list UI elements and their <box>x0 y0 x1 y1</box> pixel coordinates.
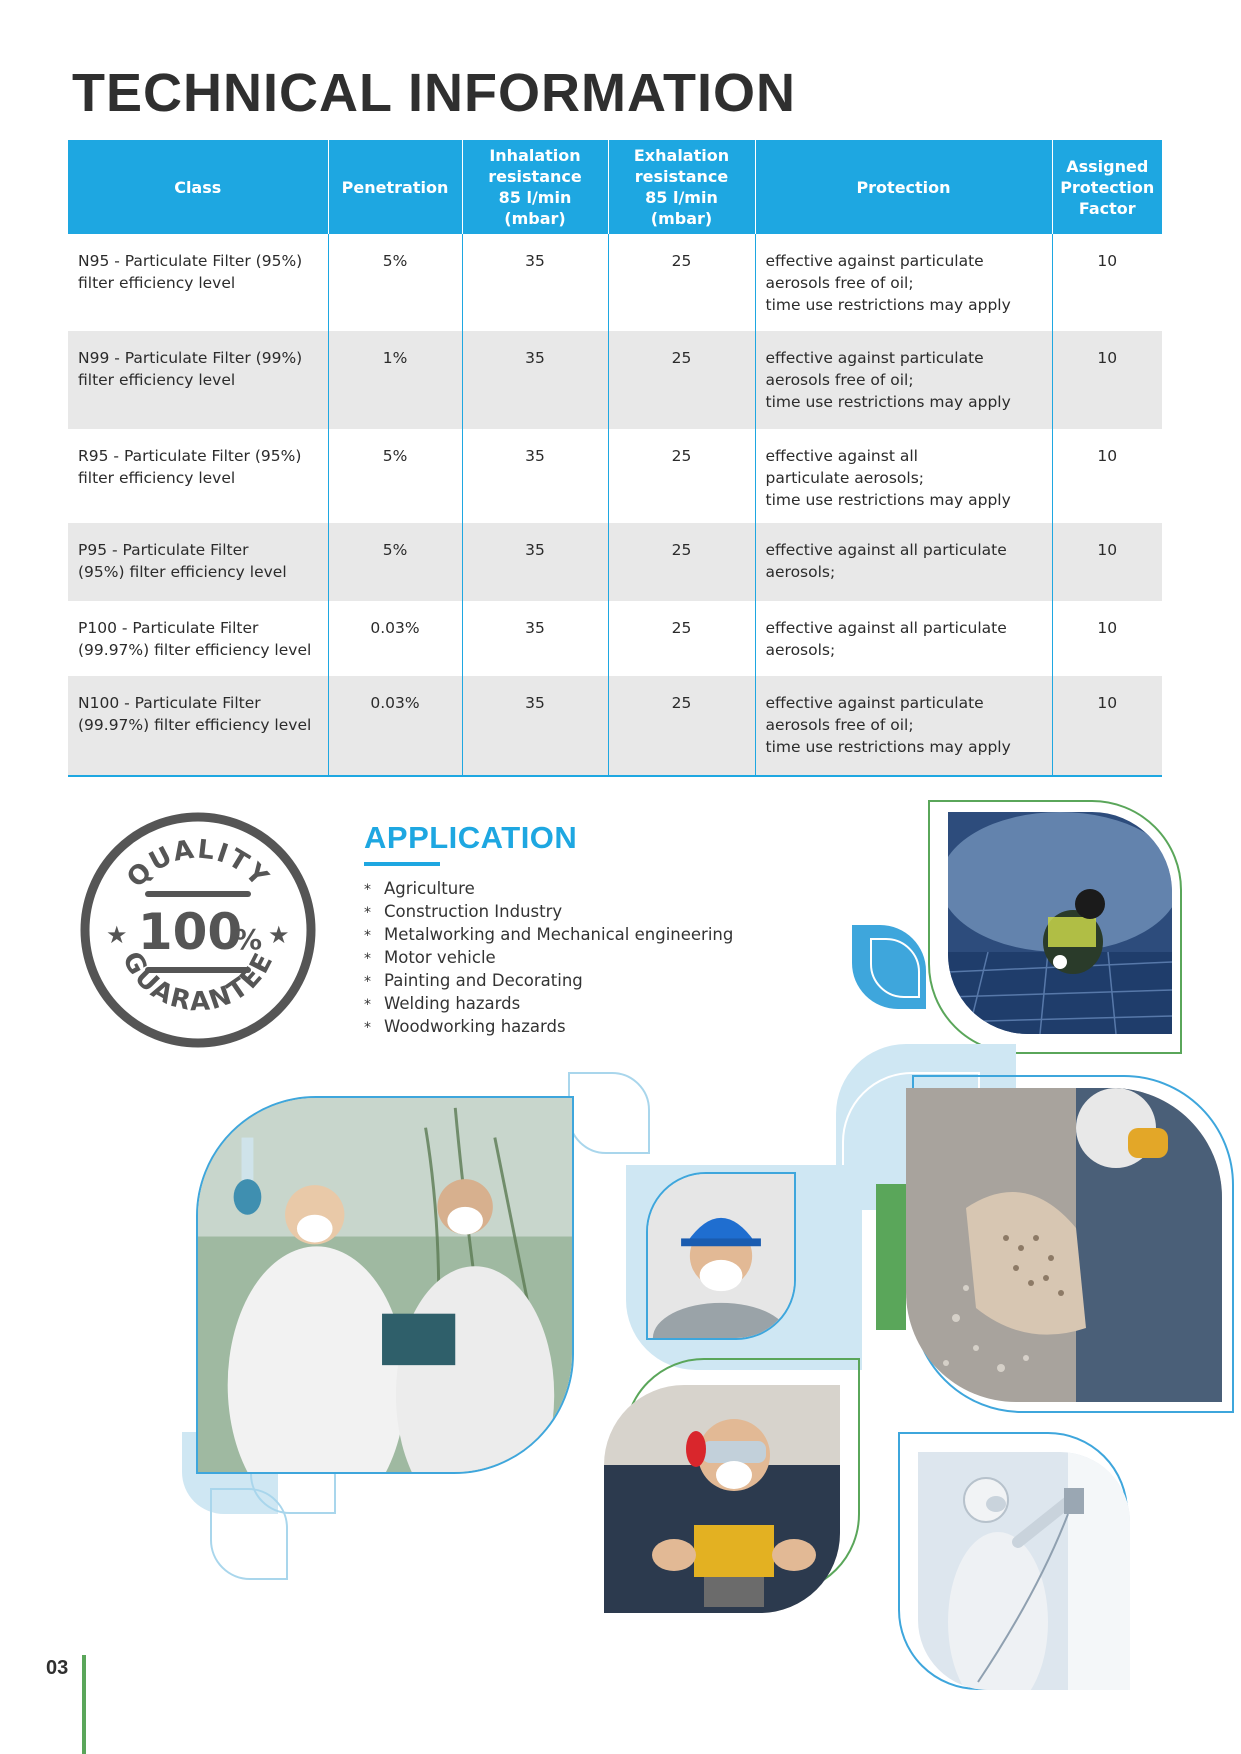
cell-penetration: 1% <box>328 331 462 429</box>
page-title: TECHNICAL INFORMATION <box>72 63 796 123</box>
cell-class: P95 - Particulate Filter (95%) filter efficiency level <box>68 523 328 601</box>
technical-info-table <box>68 140 1162 777</box>
table-row <box>68 523 1162 601</box>
cell-penetration: 5% <box>328 429 462 523</box>
list-item: * Metalworking and Mechanical engineering <box>364 924 733 947</box>
bullet-icon: * <box>364 951 371 967</box>
table-header-row <box>68 140 1162 234</box>
list-item: * Agriculture <box>364 878 733 901</box>
table-row <box>68 676 1162 776</box>
application-underline <box>364 862 440 866</box>
cell-exhalation: 25 <box>608 523 755 601</box>
seal-bottom-text: GUARANTEE <box>115 946 280 1018</box>
photo-hardhat-worker <box>646 1172 796 1340</box>
cell-inhalation: 35 <box>462 234 608 331</box>
cell-protection: effective against particulate aerosols free of oil; time use restrictions may apply <box>755 331 1052 429</box>
photo-welder <box>948 812 1172 1034</box>
cell-apf: 10 <box>1097 252 1118 270</box>
cell-exhalation: 25 <box>608 429 755 523</box>
cell-inhalation: 35 <box>462 331 608 429</box>
bullet-icon: * <box>364 882 371 898</box>
cell-protection: effective against particulate aerosols free of oil; time use restrictions may apply <box>755 676 1052 776</box>
header-exhalation-resistance: Exhalation resistance 85 l/min (mbar) <box>608 140 755 234</box>
cell-exhalation: 25 <box>608 331 755 429</box>
cell-apf: 10 <box>1097 447 1118 465</box>
bullet-icon: * <box>364 974 371 990</box>
star-icon: ★ <box>106 921 128 949</box>
cell-class: P100 - Particulate Filter (99.97%) filter efficiency level <box>68 601 328 676</box>
photo-sanding-gloves <box>906 1088 1222 1402</box>
bullet-icon: * <box>364 928 371 944</box>
cell-apf: 10 <box>1052 523 1162 601</box>
cell-class: N100 - Particulate Filter (99.97%) filter efficiency level <box>68 676 328 776</box>
cell-inhalation: 35 <box>462 676 608 776</box>
table-row <box>68 331 1162 429</box>
seal-percent-sign: % <box>233 923 263 956</box>
header-protection: Protection <box>755 140 1052 234</box>
cell-protection: effective against all particulate aerosols; time use restrictions may apply <box>755 429 1052 523</box>
cell-class: N99 - Particulate Filter (99%) filter efficiency level <box>68 331 328 429</box>
cell-penetration: 5% <box>328 523 462 601</box>
photo-router-worker <box>604 1385 840 1613</box>
cell-apf: 10 <box>1052 676 1162 776</box>
cell-class: R95 - Particulate Filter (95%) filter efficiency level <box>68 429 328 523</box>
header-assigned-protection-factor: Assigned Protection Factor <box>1052 140 1162 234</box>
deco-green-block <box>876 1184 906 1330</box>
list-item: * Welding hazards <box>364 993 733 1016</box>
list-item: * Woodworking hazards <box>364 1016 733 1039</box>
cell-penetration: 0.03% <box>328 676 462 776</box>
list-item: * Painting and Decorating <box>364 970 733 993</box>
cell-penetration: 5% <box>328 234 462 331</box>
photo-spray-painter <box>918 1452 1130 1690</box>
quality-guarantee-seal <box>78 810 318 1050</box>
cell-apf: 10 <box>1052 331 1162 429</box>
cell-protection: effective against all particulate aerosols; <box>755 523 1052 601</box>
bullet-icon: * <box>364 1020 371 1036</box>
cell-protection: effective against particulate aerosols free of oil; time use restrictions may apply <box>755 234 1052 331</box>
cell-inhalation: 35 <box>462 523 608 601</box>
deco-outline-leaf <box>568 1072 650 1154</box>
list-item: * Construction Industry <box>364 901 733 924</box>
list-item: * Motor vehicle <box>364 947 733 970</box>
seal-top-text: QUALITY <box>121 834 275 894</box>
application-list <box>364 878 733 1039</box>
cell-exhalation: 25 <box>608 601 755 676</box>
deco-outline-leaf-left-2 <box>210 1488 288 1580</box>
header-class: Class <box>68 140 328 234</box>
cell-inhalation: 35 <box>462 429 608 523</box>
table-row <box>68 429 1162 523</box>
page-number: 03 <box>46 1657 69 1679</box>
bullet-icon: * <box>364 905 371 921</box>
seal-center-number: 100 <box>137 903 243 961</box>
star-icon: ★ <box>268 921 290 949</box>
header-penetration: Penetration <box>328 140 462 234</box>
application-title: APPLICATION <box>364 820 578 855</box>
cell-exhalation: 25 <box>608 234 755 331</box>
cell-inhalation: 35 <box>462 601 608 676</box>
header-inhalation-resistance: Inhalation resistance 85 l/min (mbar) <box>462 140 608 234</box>
page-number-bar <box>82 1655 86 1754</box>
cell-class: N95 - Particulate Filter (95%) filter efficiency level <box>68 234 328 331</box>
cell-apf: 10 <box>1097 619 1118 637</box>
table-row <box>68 601 1162 676</box>
cell-exhalation: 25 <box>608 676 755 776</box>
bullet-icon: * <box>364 997 371 1013</box>
table-row <box>68 234 1162 331</box>
cell-protection: effective against all particulate aerosols; <box>755 601 1052 676</box>
photo-scientists <box>196 1096 574 1474</box>
cell-penetration: 0.03% <box>328 601 462 676</box>
